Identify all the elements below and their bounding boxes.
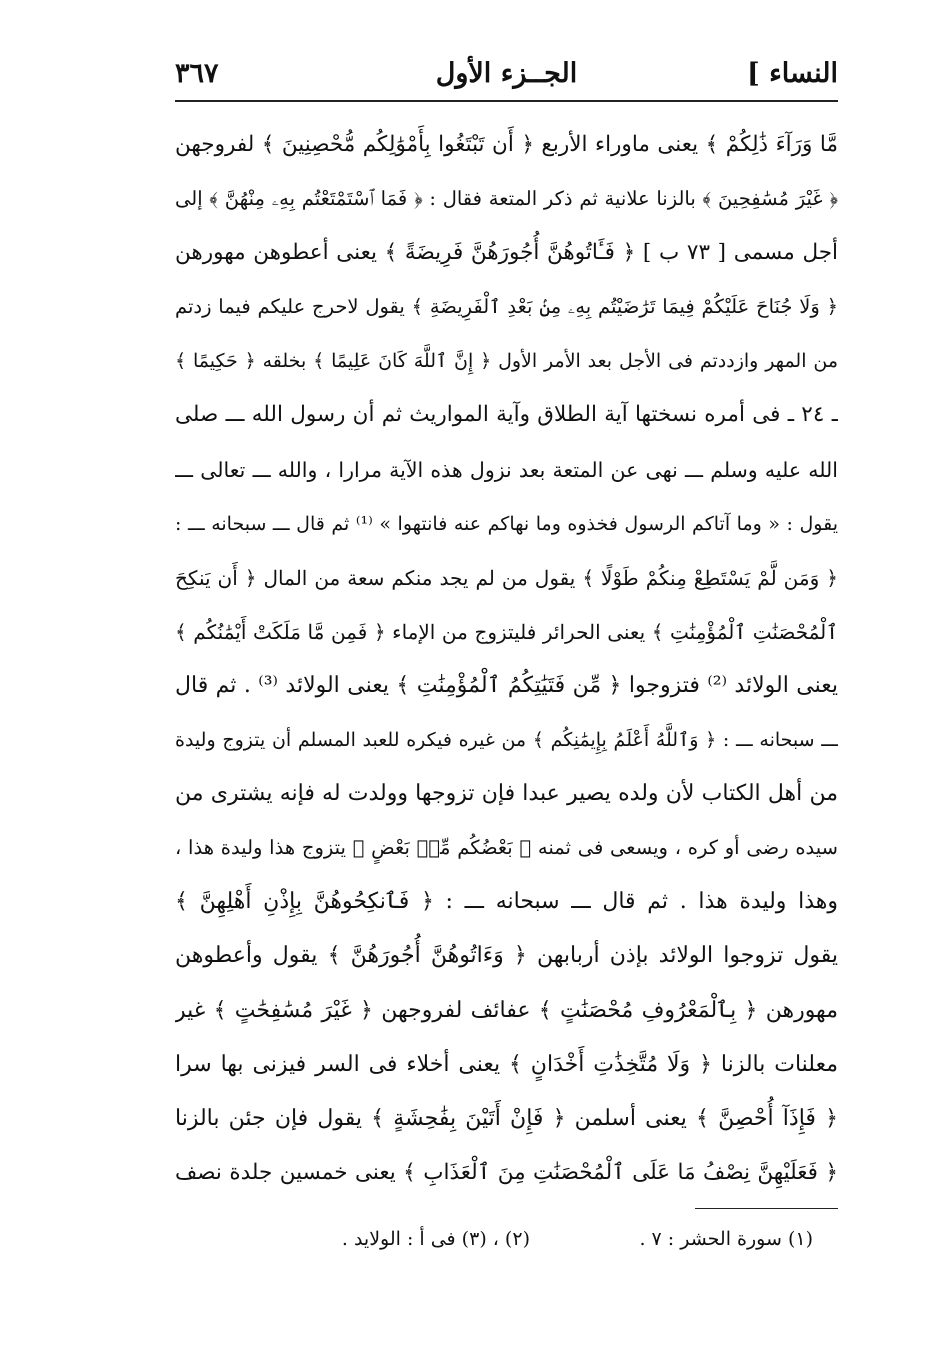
text-line: ـ ٢٤ ـ فى أمره نسختها آية الطلاق وآية المواريث ثم أن رسول الله ـــ صلى [175,402,838,428]
page-header [175,56,838,100]
text-line: يقول : « وما آتاكم الرسول فخذوه وما نهاكم عنه فانتهوا » ⁽¹⁾ ثم قال ـــ سبحانه ـــ : [175,512,838,535]
page-number: ٣٦٧ [175,58,219,89]
body-text [175,118,838,1200]
footnote-1: (١) سورة الحشر : ٧ . [639,1228,813,1250]
text-line: ﴿ وَمَن لَّمْ يَسْتَطِعْ مِنكُمْ طَوْلًا ﴾ يقول من لم يجد منكم سعة من المال ﴿ أَن يَنكِحَ [175,565,838,590]
text-line: وهذا وليدة هذا . ثم قال ـــ سبحانه ـــ : ﴿ فَٱنكِحُوهُنَّ بِإِذْنِ أَهْلِهِنَّ ﴾ [175,889,838,915]
text-line: ـــ سبحانه ـــ : ﴿ وَٱللَّهُ أَعْلَمُ بِإِيمَٰنِكُم ﴾ من غيره فيكره للعبد المسلم أن يتزوج وليدة [175,729,838,752]
footnote-divider [695,1208,838,1209]
text-line: مَّا وَرَآءَ ذَٰلِكُمْ ﴾ يعنى ماوراء الأربع ﴿ أَن تَبْتَغُوا بِأَمْوَٰلِكُم مُّحْصِنِينَ ﴾ لفروجهن [175,132,838,157]
footnote-2-3: (٢) ، (٣) فى أ : الولايد . [341,1228,530,1250]
footnotes [175,1228,838,1262]
text-line: معلنات بالزنا ﴿ وَلَا مُتَّخِذَٰتِ أَخْدَانٍ ﴾ يعنى أخلاء فى السر فيزنى بها سرا [175,1051,838,1077]
text-line: أجل مسمى [ ٧٣ ب ] ﴿ فَـَٔاتُوهُنَّ أُجُورَهُنَّ فَرِيضَةً ﴾ يعنى أعطوهن مهورهن [175,240,838,266]
text-line: الله عليه وسلم ـــ نهى عن المتعة بعد نزول هذه الآية مرارا ، والله ـــ تعالى ـــ [175,457,838,482]
text-line: مهورهن ﴿ بِٱلْمَعْرُوفِ مُحْصَنَٰتٍ ﴾ عفائف لفروجهن ﴿ غَيْرَ مُسَٰفِحَٰتٍ ﴾ غير [175,997,838,1023]
header-divider [175,100,838,102]
text-line: ٱلْمُحْصَنَٰتِ ٱلْمُؤْمِنَٰتِ ﴾ يعنى الحرائر فليتزوج من الإماء ﴿ فَمِن مَّا مَلَكَتْ أَيْمَٰنُكُم ﴾ [175,619,838,644]
text-line: سيده رضى أو كره ، ويسعى فى ثمنه ﴿ بَعْضُكُم مِّنۢ بَعْضٍ ﴾ يتزوج هذا وليدة هذا ، [175,836,838,860]
text-line: من المهر وازددتم فى الأجل بعد الأمر الأول ﴿ إِنَّ ٱللَّهَ كَانَ عَلِيمًا ﴾ بخلقه ﴿ حَكِيمًا ﴾ [175,350,838,373]
text-line: من أهل الكتاب لأن ولده يصير عبدا فإن تزوجها وولدت له فإنه يشترى من [175,781,838,807]
text-line: ﴿ فَعَلَيْهِنَّ نِصْفُ مَا عَلَى ٱلْمُحْصَنَٰتِ مِنَ ٱلْعَذَابِ ﴾ يعنى خمسين جلدة نصف [175,1159,838,1185]
text-line: يقول تزوجوا الولائد بإذن أربابهن ﴿ وَءَاتُوهُنَّ أُجُورَهُنَّ ﴾ يقول وأعطوهن [175,943,838,969]
text-line: يعنى الولائد ⁽²⁾ فتزوجوا ﴿ مِّن فَتَيَٰتِكُمُ ٱلْمُؤْمِنَٰتِ ﴾ يعنى الولائد ⁽³⁾ . ثم قال [175,672,838,698]
text-line: ﴿ وَلَا جُنَاحَ عَلَيْكُمْ فِيمَا تَرَٰضَيْتُم بِهِۦ مِنۢ بَعْدِ ٱلْفَرِيضَةِ ﴾ يقول لاحرج عليكم فيما زدتم [175,295,838,319]
surah-title: النساء ] [746,58,838,89]
text-line: ﴿ فَإِذَآ أُحْصِنَّ ﴾ يعنى أسلمن ﴿ فَإِنْ أَتَيْنَ بِفَٰحِشَةٍ ﴾ يقول فإن جئن بالزنا [175,1105,838,1131]
text-line: ﴿ غَيْرَ مُسَٰفِحِينَ ﴾ بالزنا علانية ثم ذكر المتعة فقال : ﴿ فَمَا ٱسْتَمْتَعْتُم بِهِۦ مِنْهُنَّ ﴾ إلى [175,187,838,211]
part-title: الجــزء الأول [435,58,578,89]
